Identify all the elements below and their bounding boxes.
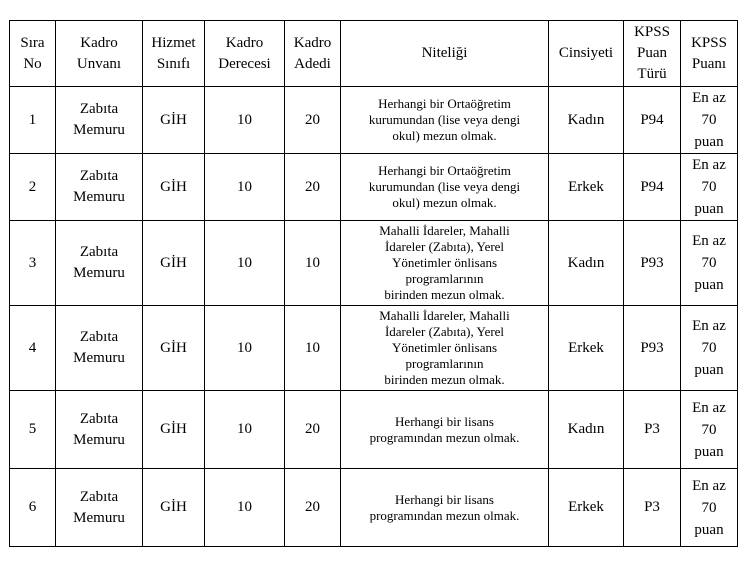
cell-kadro-unvani: Zabıta Memuru	[56, 469, 143, 547]
cell-niteligi: Herhangi bir lisans programından mezun olmak.	[341, 469, 549, 547]
cell-kadro-unvani: Zabıta Memuru	[56, 154, 143, 221]
cell-kadro-adedi: 20	[285, 154, 341, 221]
header-kpss-puani: KPSS Puanı	[681, 21, 738, 87]
cell-sira-no: 4	[10, 306, 56, 391]
cell-kadro-derecesi: 10	[205, 154, 285, 221]
cell-sira-no: 5	[10, 391, 56, 469]
header-kpss-puan-turu: KPSS Puan Türü	[624, 21, 681, 87]
cell-kpss-puani: En az 70 puan	[681, 469, 738, 547]
cell-kpss-puani: En az 70 puan	[681, 391, 738, 469]
cell-kadro-derecesi: 10	[205, 469, 285, 547]
cell-kadro-derecesi: 10	[205, 306, 285, 391]
cell-niteligi: Mahalli İdareler, Mahalli İdareler (Zabıta), Yerel Yönetimler önlisans programlarının birinden mezun olmak.	[341, 221, 549, 306]
cell-kadro-derecesi: 10	[205, 391, 285, 469]
cell-kadro-unvani: Zabıta Memuru	[56, 221, 143, 306]
cell-kadro-adedi: 20	[285, 391, 341, 469]
header-cinsiyeti: Cinsiyeti	[549, 21, 624, 87]
cell-kadro-unvani: Zabıta Memuru	[56, 87, 143, 154]
cell-kpss-puan-turu: P93	[624, 306, 681, 391]
cell-kadro-unvani: Zabıta Memuru	[56, 306, 143, 391]
table-row	[10, 221, 738, 306]
cell-cinsiyeti: Erkek	[549, 306, 624, 391]
cell-kpss-puan-turu: P93	[624, 221, 681, 306]
cell-cinsiyeti: Kadın	[549, 87, 624, 154]
header-kadro-unvani: Kadro Unvanı	[56, 21, 143, 87]
header-hizmet-sinifi: Hizmet Sınıfı	[143, 21, 205, 87]
table-row	[10, 391, 738, 469]
cell-cinsiyeti: Erkek	[549, 154, 624, 221]
cell-hizmet-sinifi: GİH	[143, 306, 205, 391]
cell-hizmet-sinifi: GİH	[143, 154, 205, 221]
table-row	[10, 306, 738, 391]
cell-niteligi: Herhangi bir lisans programından mezun olmak.	[341, 391, 549, 469]
cell-kadro-adedi: 20	[285, 469, 341, 547]
cell-cinsiyeti: Kadın	[549, 221, 624, 306]
cell-kpss-puan-turu: P94	[624, 154, 681, 221]
cell-kpss-puan-turu: P3	[624, 391, 681, 469]
cell-kadro-derecesi: 10	[205, 221, 285, 306]
cell-sira-no: 2	[10, 154, 56, 221]
cell-kadro-adedi: 20	[285, 87, 341, 154]
cell-hizmet-sinifi: GİH	[143, 391, 205, 469]
table-row	[10, 87, 738, 154]
cell-sira-no: 1	[10, 87, 56, 154]
cell-kadro-unvani: Zabıta Memuru	[56, 391, 143, 469]
header-sira-no: Sıra No	[10, 21, 56, 87]
header-niteligi: Niteliği	[341, 21, 549, 87]
cell-niteligi: Mahalli İdareler, Mahalli İdareler (Zabıta), Yerel Yönetimler önlisans programlarının birinden mezun olmak.	[341, 306, 549, 391]
cell-hizmet-sinifi: GİH	[143, 87, 205, 154]
cell-sira-no: 3	[10, 221, 56, 306]
cell-kadro-adedi: 10	[285, 306, 341, 391]
header-kadro-adedi: Kadro Adedi	[285, 21, 341, 87]
cell-kpss-puan-turu: P94	[624, 87, 681, 154]
cell-kpss-puani: En az 70 puan	[681, 221, 738, 306]
table-row	[10, 154, 738, 221]
cell-sira-no: 6	[10, 469, 56, 547]
cell-niteligi: Herhangi bir Ortaöğretim kurumundan (lise veya dengi okul) mezun olmak.	[341, 154, 549, 221]
cell-kpss-puan-turu: P3	[624, 469, 681, 547]
cell-kpss-puani: En az 70 puan	[681, 87, 738, 154]
header-row	[10, 21, 738, 87]
cell-cinsiyeti: Erkek	[549, 469, 624, 547]
cell-cinsiyeti: Kadın	[549, 391, 624, 469]
cell-niteligi: Herhangi bir Ortaöğretim kurumundan (lise veya dengi okul) mezun olmak.	[341, 87, 549, 154]
cell-kpss-puani: En az 70 puan	[681, 306, 738, 391]
cell-kpss-puani: En az 70 puan	[681, 154, 738, 221]
cell-kadro-adedi: 10	[285, 221, 341, 306]
table-row	[10, 469, 738, 547]
cell-hizmet-sinifi: GİH	[143, 221, 205, 306]
cell-hizmet-sinifi: GİH	[143, 469, 205, 547]
header-kadro-derecesi: Kadro Derecesi	[205, 21, 285, 87]
cell-kadro-derecesi: 10	[205, 87, 285, 154]
kadro-table	[9, 20, 738, 547]
